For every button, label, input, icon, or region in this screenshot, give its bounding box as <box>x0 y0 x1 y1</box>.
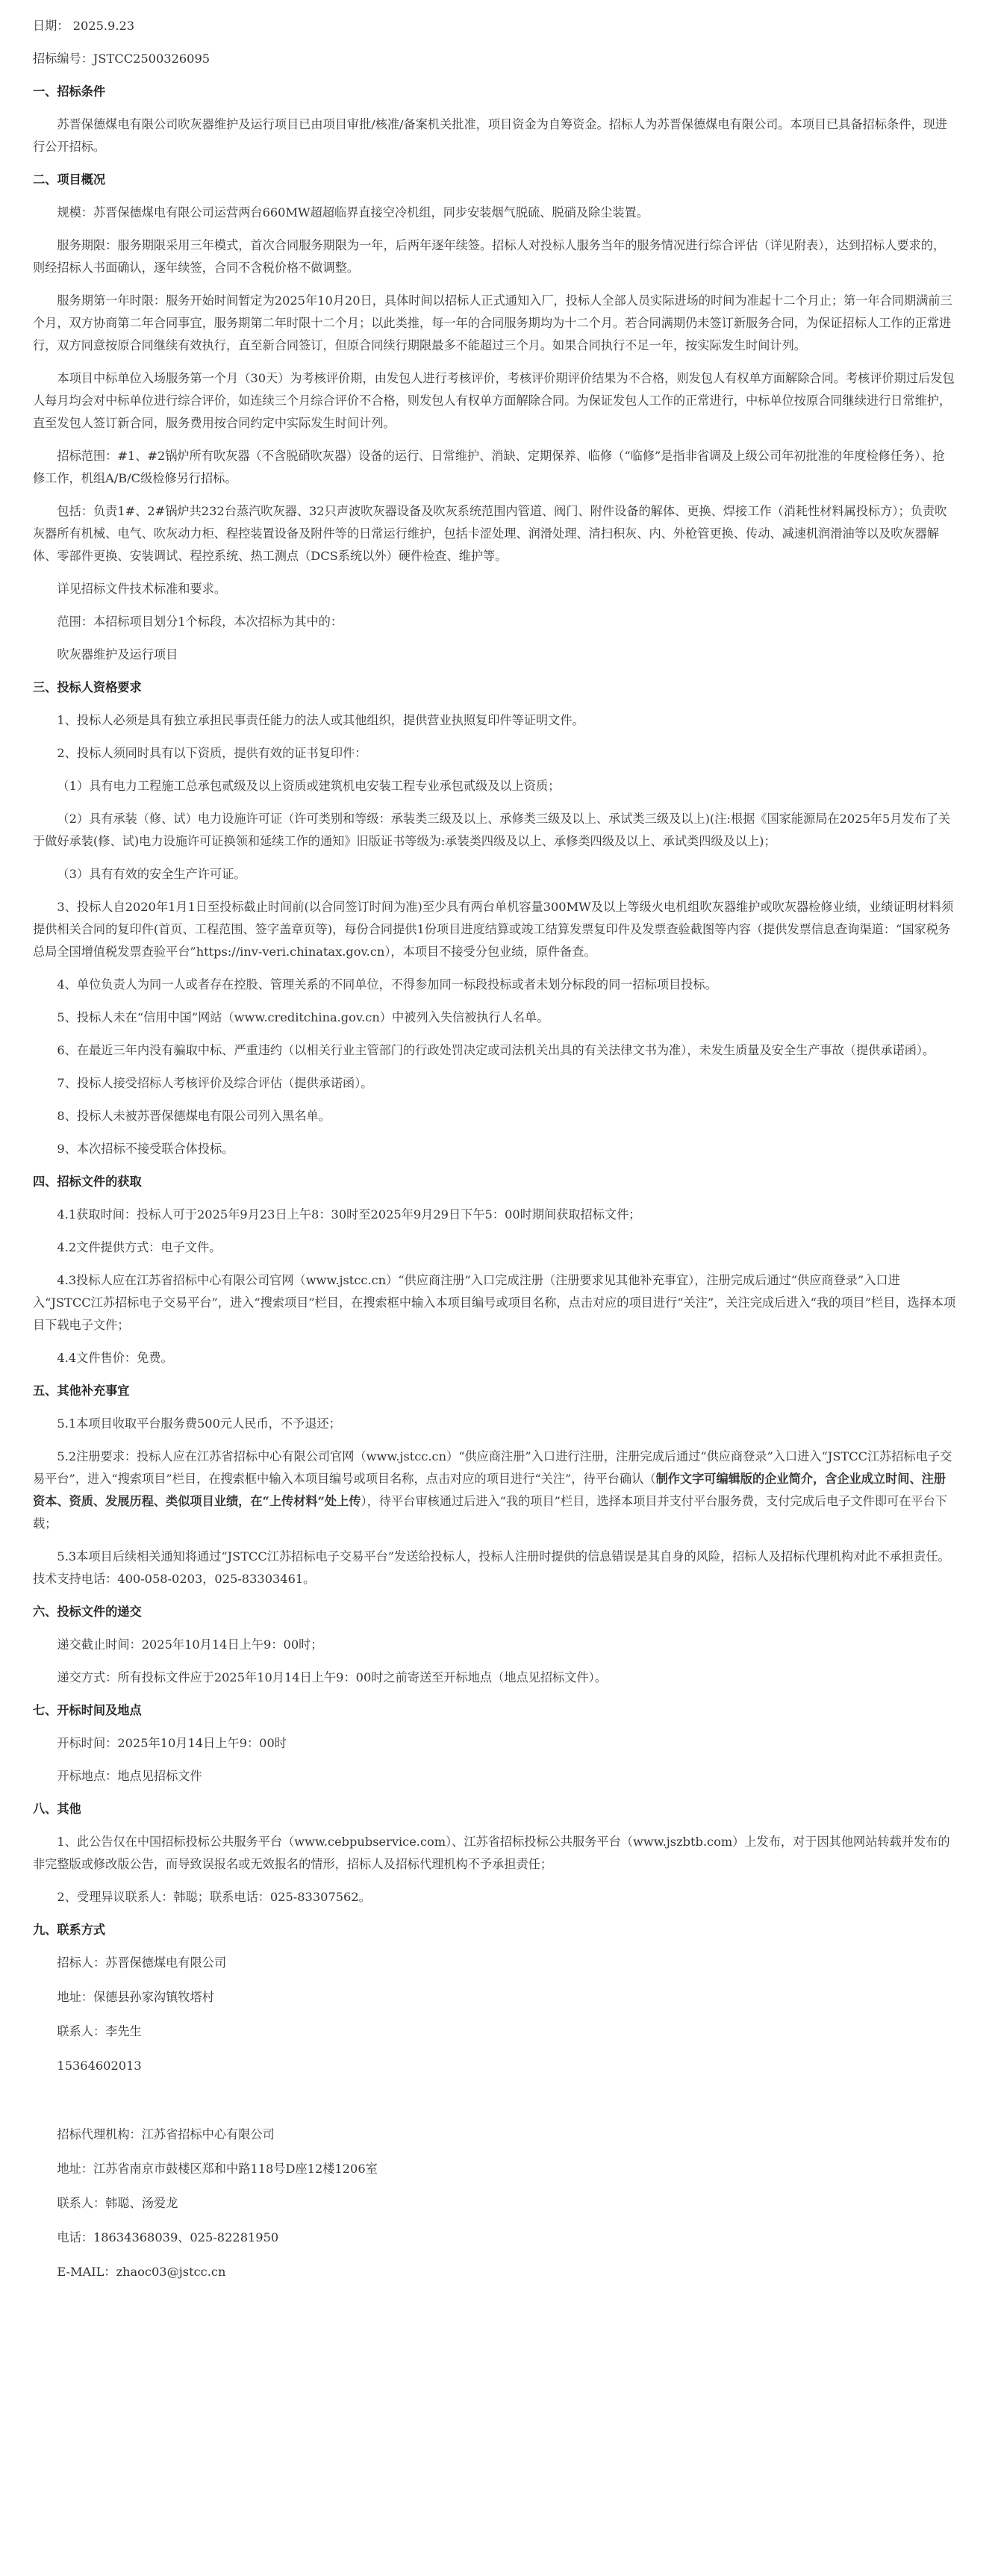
section-title-other: 八、其他 <box>33 1802 81 1816</box>
contact-spacer <box>33 2089 956 2124</box>
list-item: 4、单位负责人为同一人或者存在控股、管理关系的不同单位，不得参加同一标段投标或者未划分标段的同一招标项目投标。 <box>57 977 717 992</box>
list-item: 9、本次招标不接受联合体投标。 <box>57 1142 234 1156</box>
list-item: （2）具有承装（修、试）电力设施许可证（许可类别和等级：承装类三级及以上、承修类三级及以上、承试类三级及以上)(注:根据《国家能源局在2025年5月发布了关于做好承装(修、试)电力设施许可证换领和延续工作的通知》旧版证书等级为:承装类四级及以上、承修类四级及以上、承试类四级及以上)； <box>33 812 951 848</box>
list-item: 6、在最近三年内没有骗取中标、严重违约（以相关行业主管部门的行政处罚决定或司法机关出具的有关法律文书为准），未发生质量及安全生产事故（提供承诺函）。 <box>57 1043 935 1057</box>
qualification-list <box>33 709 956 1160</box>
section-title-supplementary: 五、其他补充事宜 <box>33 1384 130 1398</box>
registration-text-start: 5.2注册要求：投标人应在江苏省招标中心有限公司官网（www.jstcc.cn）“供应商注册”入口进行注册，注册完成后通过“供应商登录”入口进入“JSTCC江苏招标电子交易平台”，进入“搜索项目”栏目，在搜索框中输入本项目编号或项目名称，点击对应的项目进行“关注”，待平台确认（ <box>33 1449 952 1486</box>
list-item: （1）具有电力工程施工总承包贰级及以上资质或建筑机电安装工程专业承包贰级及以上资质； <box>57 779 561 793</box>
list-item: 3、投标人自2020年1月1日至投标截止时间前(以合同签订时间为准)至少具有两台单机容量300MW及以上等级火电机组吹灰器维护或吹灰器检修业绩，业绩证明材料须提供相关合同的复印件(首页、工程范围、签字盖章页等)，每份合同提供1份项目进度结算或竣工结算发票复印件及发票查验截图等内容（提供发票信息查询渠道：“国家税务总局全国增值税发票查验平台”https://inv-veri.chinatax.gov.cn），本项目不接受分包业绩，原件备查。 <box>33 900 954 959</box>
list-item: 2、投标人须同时具有以下资质，提供有效的证书复印件： <box>57 746 367 760</box>
first-year-term: 服务期第一年时限：服务开始时间暂定为2025年10月20日，具体时间以招标人正式通知入厂，投标人全部人员实际进场的时间为准起十二个月止；第一年合同期满前三个月，双方协商第二年合同事宜，服务期第二年时限十二个月；以此类推，每一年的合同服务期均为十二个月。若合同满期仍未签订新服务合同，为保证招标人工作的正常进行，双方同意按原合同继续有效执行，直至新合同签订，但原合同续行期限最多不能超过三个月。如果合同执行不足一年，按实际发生时间计列。 <box>33 293 952 352</box>
lot-name: 吹灰器维护及运行项目 <box>57 647 178 662</box>
section-title-qualifications: 三、投标人资格要求 <box>33 680 142 694</box>
section-title-project-overview: 二、项目概况 <box>33 172 106 187</box>
service-period: 服务期限：服务期限采用三年模式，首次合同服务期限为一年，后两年逐年续签。招标人对投标人服务当年的服务情况进行综合评估（详见附表），达到招标人要求的，则经招标人书面确认，逐年续签，合同不含税价格不做调整。 <box>33 238 946 275</box>
assessment-period: 本项目中标单位入场服务第一个月（30天）为考核评价期，由发包人进行考核评价，考核评价期评价结果为不合格，则发包人有权单方面解除合同。考核评价期过后发包人每月均会对中标单位进行综合评价，如连续三个月综合评价不合格，则发包人有权单方面解除合同。为保证发包人工作的正常进行，中标单位按原合同继续进行日常维护，直至发包人签订新合同，服务费用按合同约定中实际发生时间计列。 <box>33 371 955 430</box>
submission-deadline: 递交截止时间：2025年10月14日上午9：00时； <box>57 1637 323 1652</box>
section-title-contact: 九、联系方式 <box>33 1923 106 1937</box>
obtain-time: 4.1获取时间：投标人可于2025年9月23日上午8：30时至2025年9月29日下午5：00时期间获取招标文件； <box>57 1207 641 1222</box>
agent-contact: 联系人：韩聪、汤爱龙 <box>57 2196 178 2210</box>
registration-text-end: ），待平台审核通过后进入“我的项目”栏目，选择本项目并支付平台服务费，支付完成后电子文件即可在平台下载； <box>33 1494 947 1531</box>
agent-phone: 电话：18634368039、025-82281950 <box>57 2230 279 2244</box>
document-price: 4.4文件售价：免费。 <box>57 1351 173 1365</box>
list-item: 5、投标人未在“信用中国”网站（www.creditchina.gov.cn）中被列入失信被执行人名单。 <box>57 1010 549 1024</box>
agent-name: 招标代理机构：江苏省招标中心有限公司 <box>57 2127 275 2141</box>
section-title-tender-conditions: 一、招标条件 <box>33 84 106 99</box>
obtain-method: 4.2文件提供方式：电子文件。 <box>57 1240 222 1254</box>
list-item: （3）具有有效的安全生产许可证。 <box>57 867 246 881</box>
tender-range: 招标范围：#1、#2锅炉所有吹灰器（不含脱硝吹灰器）设备的运行、日常维护、消缺、定期保养、临修（“临修”是指非省调及上级公司年初批准的年度检修任务）、抢修工作，机组A/B/C级检修另行招标。 <box>33 449 945 485</box>
opening-time: 开标时间：2025年10月14日上午9：00时 <box>57 1736 287 1750</box>
bid-number: 招标编号：JSTCC2500326095 <box>33 52 210 66</box>
section-title-opening: 七、开标时间及地点 <box>33 1703 142 1717</box>
contact-block <box>33 1952 956 2283</box>
list-item: 7、投标人接受招标人考核评价及综合评估（提供承诺函）。 <box>57 1076 373 1090</box>
section-title-obtain-documents: 四、招标文件的获取 <box>33 1175 142 1189</box>
registration-requirements <box>33 1446 956 1535</box>
lot-scope: 范围：本招标项目划分1个标段，本次招标为其中的： <box>57 615 343 629</box>
opening-place: 开标地点：地点见招标文件 <box>57 1769 202 1783</box>
project-scale: 规模：苏晋保德煤电有限公司运营两台660MW超超临界直接空冷机组，同步安装烟气脱硫、脱硝及除尘装置。 <box>57 205 649 220</box>
publication-notice: 1、此公告仅在中国招标投标公共服务平台（www.cebpubservice.com）、江苏省招标投标公共服务平台（www.jszbtb.com）上发布，对于因其他网站转载并发布的非完整版或修改版公告，而导致误报名或无效报名的情形，招标人及招标代理机构不予承担责任； <box>33 1835 950 1871</box>
owner-name: 招标人：苏晋保德煤电有限公司 <box>57 1956 227 1970</box>
platform-notice: 5.3本项目后续相关通知将通过“JSTCC江苏招标电子交易平台”发送给投标人，投标人注册时提供的信息错误是其自身的风险，招标人及招标代理机构对此不承担责任。技术支持电话：400-058-0203，025-83303461。 <box>33 1549 950 1586</box>
scope-includes: 包括：负责1#、2#锅炉共232台蒸汽吹灰器、32只声波吹灰器设备及吹灰系统范围内管道、阀门、附件设备的解体、更换、焊接工作（消耗性材料属投标方）；负责吹灰器所有机械、电气、吹灰动力柜、程控装置设备及附件等的日常运行维护，包括卡涩处理、润滑处理、清扫积灰、内、外枪管更换、传动、减速机润滑油等以及吹灰器解体、零部件更换、安装调试、程控系统、热工测点（DCS系统以外）硬件检查、维护等。 <box>33 504 947 563</box>
objection-contact: 2、受理异议联系人：韩聪；联系电话：025-83307562。 <box>57 1890 371 1904</box>
agent-email: E-MAIL：zhaoc03@jstcc.cn <box>57 2265 226 2279</box>
announcement-date: 日期： 2025.9.23 <box>33 19 135 33</box>
obtain-registration: 4.3投标人应在江苏省招标中心有限公司官网（www.jstcc.cn）“供应商注册”入口完成注册（注册要求见其他补充事宜），注册完成后通过“供应商登录”入口进入“JSTCC江苏招标电子交易平台”，进入“搜索项目”栏目，在搜索框中输入本项目编号或项目名称，点击对应的项目进行“关注”，关注完成后进入“我的项目”栏目，选择本项目下载电子文件； <box>33 1273 956 1332</box>
owner-contact: 联系人：李先生 <box>57 2024 142 2038</box>
list-item: 8、投标人未被苏晋保德煤电有限公司列入黑名单。 <box>57 1109 331 1123</box>
owner-address: 地址：保德县孙家沟镇牧塔村 <box>57 1990 214 2004</box>
owner-phone: 15364602013 <box>57 2059 142 2073</box>
platform-fee: 5.1本项目收取平台服务费500元人民币，不予退还； <box>57 1416 341 1431</box>
submission-method: 递交方式：所有投标文件应于2025年10月14日上午9：00时之前寄送至开标地点（地点见招标文件）。 <box>57 1670 607 1684</box>
tender-conditions-text: 苏晋保德煤电有限公司吹灰器维护及运行项目已由项目审批/核准/备案机关批准，项目资金为自筹资金。招标人为苏晋保德煤电有限公司。本项目已具备招标条件，现进行公开招标。 <box>33 117 947 154</box>
list-item: 1、投标人必须是具有独立承担民事责任能力的法人或其他组织，提供营业执照复印件等证明文件。 <box>57 713 584 727</box>
section-title-submission: 六、投标文件的递交 <box>33 1605 142 1619</box>
technical-reference: 详见招标文件技术标准和要求。 <box>57 582 227 596</box>
registration-upload-note: 制作文字可编辑版的企业简介，含企业成立时间、注册资本、资质、发展历程、类似项目业绩，在“上传材料”处上传 <box>33 1472 946 1508</box>
agent-address: 地址：江苏省南京市鼓楼区郑和中路118号D座12楼1206室 <box>57 2162 378 2176</box>
